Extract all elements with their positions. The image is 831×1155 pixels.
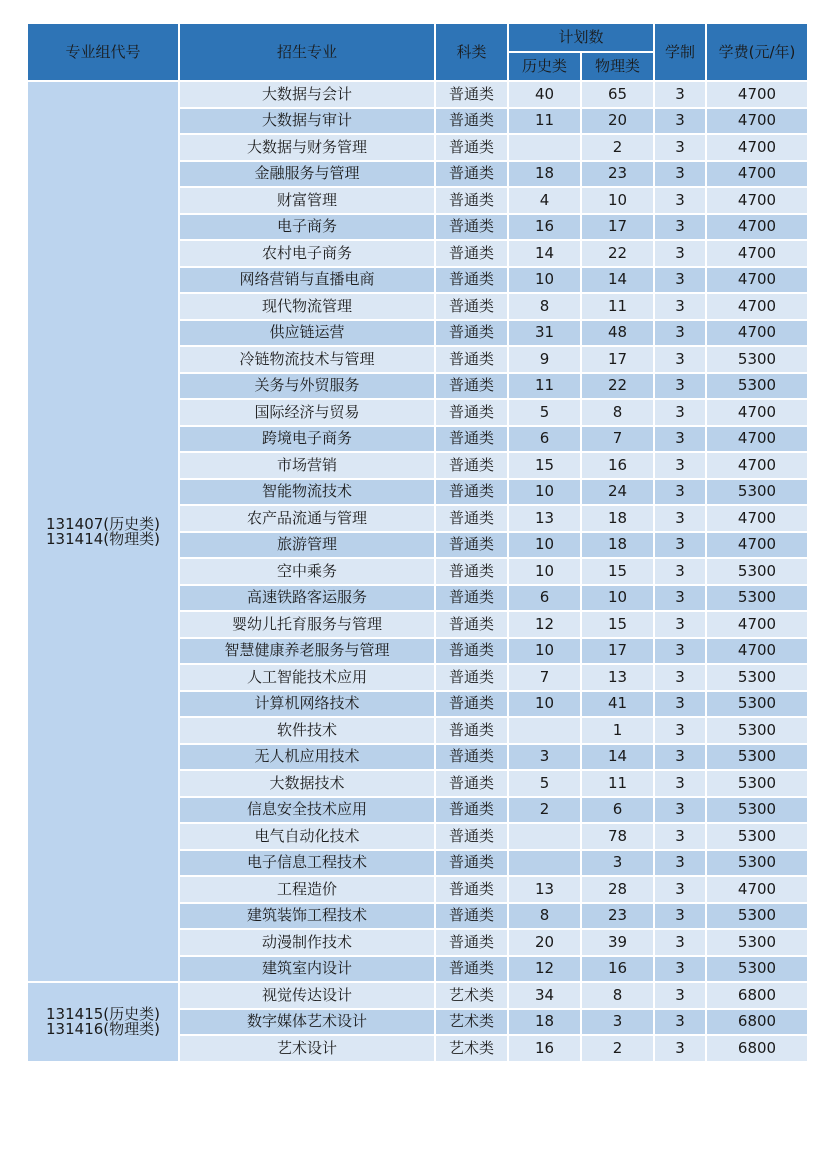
cell-major: 智能物流技术 xyxy=(179,479,435,506)
cell-history: 15 xyxy=(508,452,581,479)
cell-history xyxy=(508,823,581,850)
cell-years: 3 xyxy=(654,161,706,188)
table-body xyxy=(27,81,808,1062)
cell-fee: 4700 xyxy=(706,187,808,214)
cell-fee: 4700 xyxy=(706,399,808,426)
cell-major: 数字媒体艺术设计 xyxy=(179,1009,435,1036)
cell-major: 人工智能技术应用 xyxy=(179,664,435,691)
cell-major: 电气自动化技术 xyxy=(179,823,435,850)
cell-history: 2 xyxy=(508,797,581,824)
cell-category: 普通类 xyxy=(435,214,508,241)
cell-fee: 5300 xyxy=(706,691,808,718)
cell-category: 普通类 xyxy=(435,850,508,877)
cell-history: 10 xyxy=(508,638,581,665)
cell-major: 电子商务 xyxy=(179,214,435,241)
cell-history: 6 xyxy=(508,426,581,453)
cell-years: 3 xyxy=(654,797,706,824)
cell-history: 6 xyxy=(508,585,581,612)
cell-years: 3 xyxy=(654,823,706,850)
cell-history: 16 xyxy=(508,214,581,241)
cell-physics: 10 xyxy=(581,585,654,612)
cell-physics: 17 xyxy=(581,346,654,373)
cell-history: 14 xyxy=(508,240,581,267)
cell-physics: 18 xyxy=(581,505,654,532)
cell-physics: 39 xyxy=(581,929,654,956)
cell-years: 3 xyxy=(654,240,706,267)
cell-years: 3 xyxy=(654,770,706,797)
cell-major: 财富管理 xyxy=(179,187,435,214)
cell-physics: 15 xyxy=(581,611,654,638)
cell-fee: 4700 xyxy=(706,81,808,108)
cell-physics: 7 xyxy=(581,426,654,453)
cell-years: 3 xyxy=(654,505,706,532)
cell-physics: 14 xyxy=(581,744,654,771)
cell-physics: 1 xyxy=(581,717,654,744)
cell-fee: 4700 xyxy=(706,426,808,453)
cell-years: 3 xyxy=(654,744,706,771)
cell-fee: 4700 xyxy=(706,134,808,161)
cell-fee: 4700 xyxy=(706,320,808,347)
cell-physics: 14 xyxy=(581,267,654,294)
table-row xyxy=(27,81,808,108)
cell-fee: 5300 xyxy=(706,850,808,877)
header-plan: 计划数 xyxy=(508,23,654,52)
cell-physics: 8 xyxy=(581,399,654,426)
cell-major: 动漫制作技术 xyxy=(179,929,435,956)
cell-history: 12 xyxy=(508,956,581,983)
cell-history: 12 xyxy=(508,611,581,638)
cell-physics: 23 xyxy=(581,161,654,188)
cell-years: 3 xyxy=(654,956,706,983)
cell-history: 10 xyxy=(508,532,581,559)
enrollment-plan-table xyxy=(26,22,809,1063)
cell-major: 智慧健康养老服务与管理 xyxy=(179,638,435,665)
group-code: 131407(历史类) xyxy=(46,514,160,533)
cell-physics: 17 xyxy=(581,214,654,241)
table-header xyxy=(27,23,808,81)
cell-history: 7 xyxy=(508,664,581,691)
cell-category: 普通类 xyxy=(435,956,508,983)
cell-years: 3 xyxy=(654,426,706,453)
cell-physics: 22 xyxy=(581,373,654,400)
cell-years: 3 xyxy=(654,108,706,135)
cell-major: 金融服务与管理 xyxy=(179,161,435,188)
cell-category: 普通类 xyxy=(435,134,508,161)
cell-history: 5 xyxy=(508,399,581,426)
cell-major: 艺术设计 xyxy=(179,1035,435,1062)
header-fee: 学费(元/年) xyxy=(706,23,808,81)
cell-major: 冷链物流技术与管理 xyxy=(179,346,435,373)
group-code-cell xyxy=(27,81,179,982)
cell-physics: 11 xyxy=(581,293,654,320)
cell-fee: 4700 xyxy=(706,214,808,241)
cell-fee: 5300 xyxy=(706,903,808,930)
cell-history: 11 xyxy=(508,108,581,135)
cell-years: 3 xyxy=(654,134,706,161)
cell-category: 艺术类 xyxy=(435,1009,508,1036)
cell-years: 3 xyxy=(654,187,706,214)
cell-fee: 5300 xyxy=(706,664,808,691)
cell-fee: 4700 xyxy=(706,108,808,135)
cell-physics: 41 xyxy=(581,691,654,718)
cell-fee: 5300 xyxy=(706,929,808,956)
cell-physics: 6 xyxy=(581,797,654,824)
cell-history: 40 xyxy=(508,81,581,108)
cell-major: 建筑室内设计 xyxy=(179,956,435,983)
cell-category: 普通类 xyxy=(435,903,508,930)
cell-fee: 4700 xyxy=(706,293,808,320)
cell-years: 3 xyxy=(654,558,706,585)
cell-category: 普通类 xyxy=(435,452,508,479)
cell-physics: 16 xyxy=(581,452,654,479)
cell-major: 旅游管理 xyxy=(179,532,435,559)
cell-years: 3 xyxy=(654,611,706,638)
cell-history xyxy=(508,850,581,877)
cell-category: 普通类 xyxy=(435,399,508,426)
cell-physics: 24 xyxy=(581,479,654,506)
cell-physics: 2 xyxy=(581,134,654,161)
cell-years: 3 xyxy=(654,399,706,426)
cell-fee: 4700 xyxy=(706,876,808,903)
cell-category: 普通类 xyxy=(435,664,508,691)
cell-major: 大数据与会计 xyxy=(179,81,435,108)
cell-fee: 4700 xyxy=(706,611,808,638)
cell-fee: 6800 xyxy=(706,1009,808,1036)
cell-fee: 5300 xyxy=(706,585,808,612)
cell-history: 10 xyxy=(508,558,581,585)
cell-physics: 3 xyxy=(581,1009,654,1036)
cell-years: 3 xyxy=(654,346,706,373)
cell-history: 10 xyxy=(508,691,581,718)
group-code: 131416(物理类) xyxy=(46,1019,160,1038)
cell-major: 供应链运营 xyxy=(179,320,435,347)
cell-history: 9 xyxy=(508,346,581,373)
cell-history xyxy=(508,134,581,161)
cell-fee: 5300 xyxy=(706,770,808,797)
cell-fee: 6800 xyxy=(706,982,808,1009)
cell-physics: 65 xyxy=(581,81,654,108)
cell-years: 3 xyxy=(654,929,706,956)
cell-category: 普通类 xyxy=(435,611,508,638)
cell-history xyxy=(508,717,581,744)
cell-fee: 4700 xyxy=(706,532,808,559)
cell-history: 18 xyxy=(508,161,581,188)
cell-years: 3 xyxy=(654,691,706,718)
header-category: 科类 xyxy=(435,23,508,81)
header-history: 历史类 xyxy=(508,52,581,81)
cell-fee: 5300 xyxy=(706,479,808,506)
cell-fee: 5300 xyxy=(706,797,808,824)
cell-major: 现代物流管理 xyxy=(179,293,435,320)
cell-major: 农产品流通与管理 xyxy=(179,505,435,532)
cell-fee: 4700 xyxy=(706,161,808,188)
cell-category: 普通类 xyxy=(435,929,508,956)
cell-major: 电子信息工程技术 xyxy=(179,850,435,877)
cell-major: 软件技术 xyxy=(179,717,435,744)
cell-years: 3 xyxy=(654,638,706,665)
cell-history: 8 xyxy=(508,293,581,320)
cell-major: 大数据与财务管理 xyxy=(179,134,435,161)
cell-history: 20 xyxy=(508,929,581,956)
cell-major: 关务与外贸服务 xyxy=(179,373,435,400)
cell-major: 视觉传达设计 xyxy=(179,982,435,1009)
cell-category: 普通类 xyxy=(435,823,508,850)
cell-fee: 5300 xyxy=(706,717,808,744)
cell-category: 普通类 xyxy=(435,320,508,347)
cell-history: 8 xyxy=(508,903,581,930)
cell-category: 普通类 xyxy=(435,691,508,718)
cell-fee: 5300 xyxy=(706,956,808,983)
cell-years: 3 xyxy=(654,664,706,691)
cell-history: 4 xyxy=(508,187,581,214)
group-code-cell xyxy=(27,982,179,1062)
cell-physics: 8 xyxy=(581,982,654,1009)
cell-fee: 5300 xyxy=(706,823,808,850)
cell-years: 3 xyxy=(654,717,706,744)
cell-major: 市场营销 xyxy=(179,452,435,479)
header-group-code: 专业组代号 xyxy=(27,23,179,81)
cell-physics: 48 xyxy=(581,320,654,347)
cell-years: 3 xyxy=(654,1035,706,1062)
cell-history: 16 xyxy=(508,1035,581,1062)
group-code: 131414(物理类) xyxy=(46,529,160,548)
cell-category: 普通类 xyxy=(435,797,508,824)
cell-years: 3 xyxy=(654,903,706,930)
header-physics: 物理类 xyxy=(581,52,654,81)
cell-category: 普通类 xyxy=(435,876,508,903)
cell-years: 3 xyxy=(654,293,706,320)
cell-category: 普通类 xyxy=(435,479,508,506)
cell-history: 13 xyxy=(508,876,581,903)
cell-years: 3 xyxy=(654,81,706,108)
cell-history: 5 xyxy=(508,770,581,797)
cell-category: 普通类 xyxy=(435,293,508,320)
cell-physics: 3 xyxy=(581,850,654,877)
cell-fee: 4700 xyxy=(706,452,808,479)
header-major: 招生专业 xyxy=(179,23,435,81)
header-years: 学制 xyxy=(654,23,706,81)
cell-physics: 16 xyxy=(581,956,654,983)
cell-history: 13 xyxy=(508,505,581,532)
cell-category: 普通类 xyxy=(435,532,508,559)
cell-major: 信息安全技术应用 xyxy=(179,797,435,824)
cell-history: 18 xyxy=(508,1009,581,1036)
cell-category: 普通类 xyxy=(435,346,508,373)
cell-physics: 18 xyxy=(581,532,654,559)
cell-major: 空中乘务 xyxy=(179,558,435,585)
cell-years: 3 xyxy=(654,532,706,559)
group-code: 131415(历史类) xyxy=(46,1004,160,1023)
cell-category: 艺术类 xyxy=(435,1035,508,1062)
cell-history: 34 xyxy=(508,982,581,1009)
cell-history: 31 xyxy=(508,320,581,347)
cell-physics: 28 xyxy=(581,876,654,903)
cell-fee: 5300 xyxy=(706,744,808,771)
cell-fee: 4700 xyxy=(706,267,808,294)
cell-physics: 17 xyxy=(581,638,654,665)
cell-major: 网络营销与直播电商 xyxy=(179,267,435,294)
cell-history: 3 xyxy=(508,744,581,771)
cell-physics: 20 xyxy=(581,108,654,135)
cell-years: 3 xyxy=(654,214,706,241)
cell-category: 普通类 xyxy=(435,638,508,665)
cell-major: 跨境电子商务 xyxy=(179,426,435,453)
cell-years: 3 xyxy=(654,452,706,479)
cell-major: 计算机网络技术 xyxy=(179,691,435,718)
cell-major: 农村电子商务 xyxy=(179,240,435,267)
cell-years: 3 xyxy=(654,1009,706,1036)
cell-history: 10 xyxy=(508,267,581,294)
cell-category: 普通类 xyxy=(435,505,508,532)
cell-fee: 5300 xyxy=(706,373,808,400)
cell-years: 3 xyxy=(654,267,706,294)
cell-years: 3 xyxy=(654,585,706,612)
cell-major: 大数据技术 xyxy=(179,770,435,797)
cell-category: 普通类 xyxy=(435,558,508,585)
cell-fee: 4700 xyxy=(706,505,808,532)
cell-history: 10 xyxy=(508,479,581,506)
table-row xyxy=(27,982,808,1009)
cell-years: 3 xyxy=(654,320,706,347)
cell-years: 3 xyxy=(654,373,706,400)
cell-major: 高速铁路客运服务 xyxy=(179,585,435,612)
cell-major: 无人机应用技术 xyxy=(179,744,435,771)
cell-physics: 15 xyxy=(581,558,654,585)
cell-category: 普通类 xyxy=(435,81,508,108)
cell-physics: 2 xyxy=(581,1035,654,1062)
cell-physics: 22 xyxy=(581,240,654,267)
cell-years: 3 xyxy=(654,982,706,1009)
cell-category: 普通类 xyxy=(435,108,508,135)
cell-category: 普通类 xyxy=(435,744,508,771)
cell-years: 3 xyxy=(654,850,706,877)
cell-category: 普通类 xyxy=(435,373,508,400)
cell-fee: 4700 xyxy=(706,240,808,267)
cell-physics: 13 xyxy=(581,664,654,691)
cell-category: 艺术类 xyxy=(435,982,508,1009)
cell-category: 普通类 xyxy=(435,240,508,267)
cell-years: 3 xyxy=(654,479,706,506)
cell-fee: 5300 xyxy=(706,346,808,373)
cell-fee: 4700 xyxy=(706,638,808,665)
cell-physics: 11 xyxy=(581,770,654,797)
cell-category: 普通类 xyxy=(435,585,508,612)
cell-major: 工程造价 xyxy=(179,876,435,903)
cell-category: 普通类 xyxy=(435,770,508,797)
cell-category: 普通类 xyxy=(435,161,508,188)
cell-category: 普通类 xyxy=(435,717,508,744)
cell-major: 大数据与审计 xyxy=(179,108,435,135)
cell-history: 11 xyxy=(508,373,581,400)
cell-fee: 6800 xyxy=(706,1035,808,1062)
cell-major: 国际经济与贸易 xyxy=(179,399,435,426)
cell-category: 普通类 xyxy=(435,267,508,294)
cell-physics: 10 xyxy=(581,187,654,214)
cell-years: 3 xyxy=(654,876,706,903)
cell-major: 婴幼儿托育服务与管理 xyxy=(179,611,435,638)
cell-category: 普通类 xyxy=(435,187,508,214)
cell-physics: 23 xyxy=(581,903,654,930)
cell-fee: 5300 xyxy=(706,558,808,585)
cell-category: 普通类 xyxy=(435,426,508,453)
cell-physics: 78 xyxy=(581,823,654,850)
cell-major: 建筑装饰工程技术 xyxy=(179,903,435,930)
